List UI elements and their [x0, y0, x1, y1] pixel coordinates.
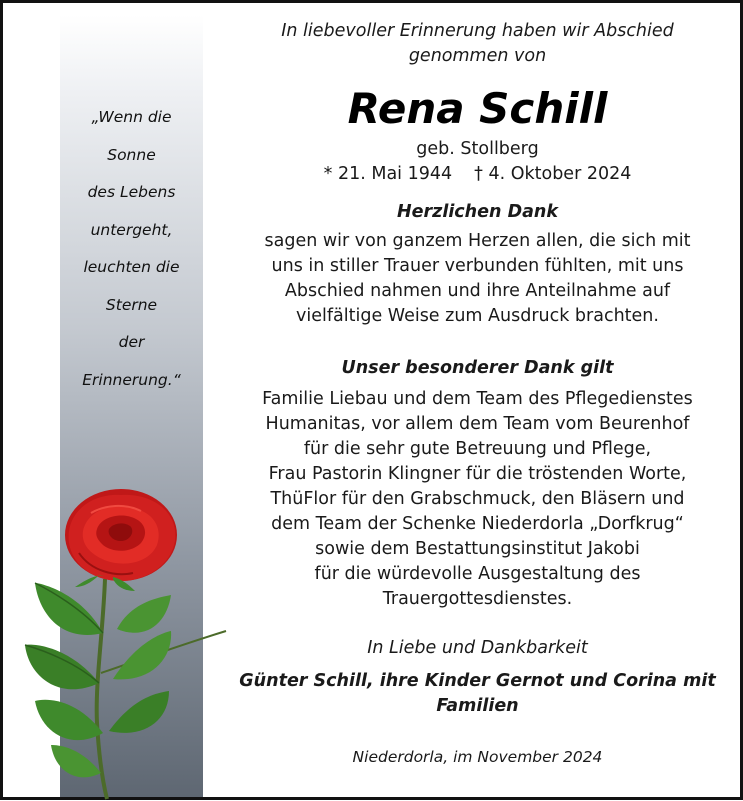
special-thanks-line: Familie Liebau und dem Team des Pflegedienstes — [262, 389, 693, 409]
quote-line: des Lebens — [87, 183, 176, 201]
special-thanks-line: Humanitas, vor allem dem Team vom Beurenhof — [265, 414, 690, 434]
special-thanks-line: ThüFlor für den Grabschmuck, den Bläsern und — [270, 489, 685, 509]
born-name: geb. Stollberg — [416, 139, 539, 159]
quote-line: „Wenn die — [91, 108, 172, 126]
special-thanks-line: Trauergottesdienstes. — [382, 589, 573, 609]
quote-line: der — [118, 333, 145, 351]
place-date: Niederdorla, im November 2024 — [352, 748, 603, 766]
deceased-name: Rena Schill — [347, 84, 608, 133]
special-thanks-line: für die sehr gute Betreuung und Pflege, — [303, 439, 652, 459]
special-thanks-heading: Unser besonderer Dank gilt — [341, 358, 614, 378]
thanks-line: vielfältige Weise zum Ausdruck brachten. — [296, 306, 659, 326]
thanks-text — [225, 229, 730, 329]
special-thanks-line: Frau Pastorin Klingner für die tröstenden Worte, — [268, 464, 687, 484]
memorial-quote — [65, 99, 198, 399]
signers — [225, 669, 730, 719]
thanks-heading: Herzlichen Dank — [396, 202, 558, 222]
signer-line: Familien — [436, 696, 519, 716]
quote-line: Erinnerung.“ — [82, 370, 181, 389]
signer-line: Günter Schill, ihre Kinder Gernot und Corina mit — [239, 671, 716, 691]
birth-date: * 21. Mai 1944 — [323, 164, 453, 184]
quote-line: Sonne — [107, 145, 156, 164]
special-thanks-line: dem Team der Schenke Niederdorla „Dorfkrug“ — [271, 514, 684, 534]
death-date: † 4. Oktober 2024 — [474, 164, 632, 184]
life-dates — [225, 162, 730, 187]
special-thanks-line: für die würdevolle Ausgestaltung des — [314, 564, 641, 584]
thanks-line: Abschied nahmen und ihre Anteilnahme auf — [284, 281, 671, 301]
intro-line: genommen von — [408, 46, 547, 66]
thanks-line: uns in stiller Trauer verbunden fühlten, mit uns — [271, 256, 684, 276]
love-line: In Liebe und Dankbarkeit — [367, 638, 588, 658]
obituary-text — [225, 19, 730, 770]
thanks-line: sagen wir von ganzem Herzen allen, die sich mit — [264, 231, 691, 251]
intro-line: In liebevoller Erinnerung haben wir Abschied — [281, 21, 674, 41]
quote-line: untergeht, — [90, 220, 173, 239]
quote-line: leuchten die — [83, 258, 180, 276]
red-rose-image — [21, 483, 231, 801]
quote-line: Sterne — [105, 295, 158, 314]
special-thanks-text — [225, 387, 730, 612]
special-thanks-line: sowie dem Bestattungsinstitut Jakobi — [315, 539, 640, 559]
